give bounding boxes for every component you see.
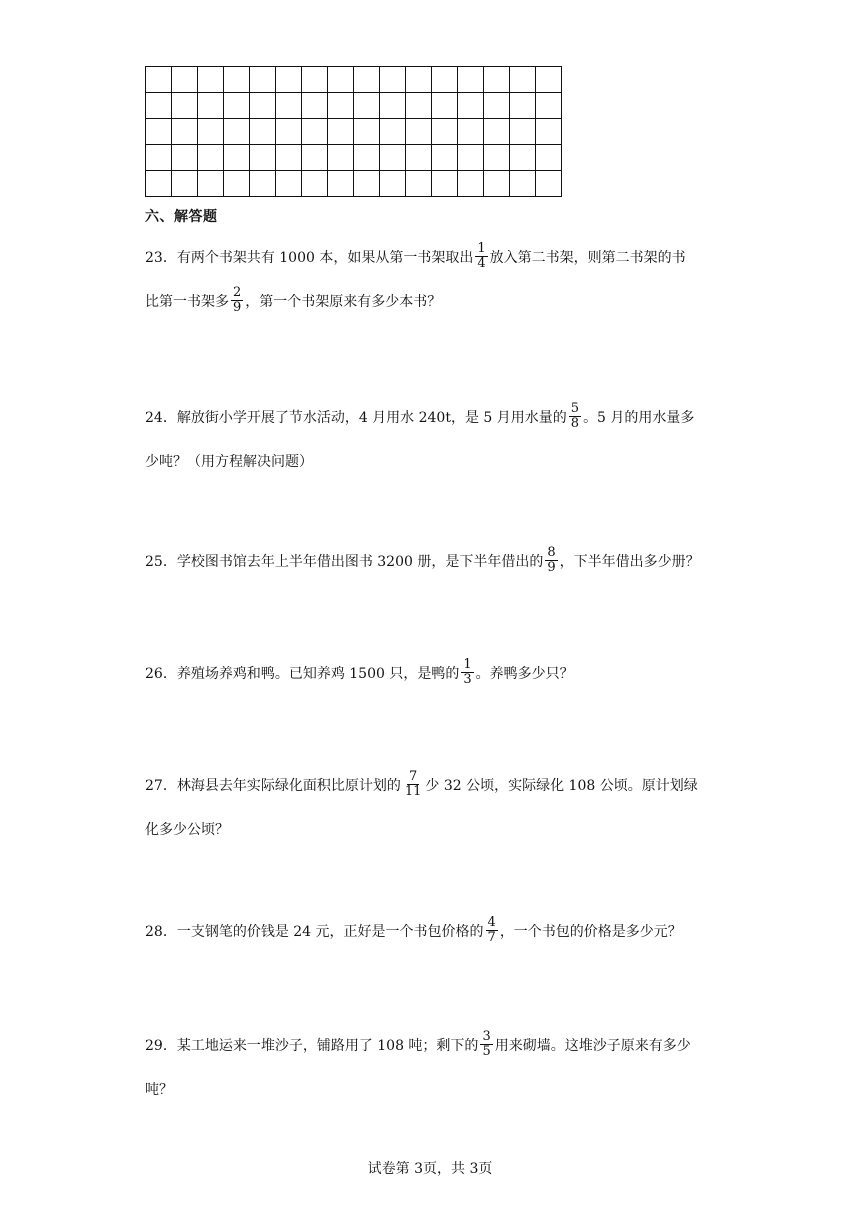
- grid-cell: [224, 93, 250, 119]
- grid-cell: [328, 93, 354, 119]
- grid-cell: [484, 93, 510, 119]
- question-text: 化多少公顷？: [145, 822, 229, 838]
- grid-cell: [458, 171, 484, 197]
- grid-cell: [172, 145, 198, 171]
- grid-cell: [302, 93, 328, 119]
- fraction: $\frac{1}{4}$: [477, 240, 486, 271]
- grid-row: [146, 171, 562, 197]
- fraction: $\frac{8}{9}$: [547, 544, 556, 575]
- grid-cell: [276, 67, 302, 93]
- grid-cell: [406, 145, 432, 171]
- grid-cell: [536, 67, 562, 93]
- question-27: [145, 764, 725, 852]
- grid-cell: [302, 171, 328, 197]
- grid-cell: [146, 93, 172, 119]
- fraction: $\frac{1}{3}$: [463, 656, 472, 687]
- grid-cell: [250, 93, 276, 119]
- grid-cell: [484, 145, 510, 171]
- grid-cell: [276, 171, 302, 197]
- grid-row: [146, 145, 562, 171]
- grid-cell: [224, 119, 250, 145]
- grid-cell: [354, 119, 380, 145]
- grid-cell: [276, 93, 302, 119]
- grid-cell: [328, 119, 354, 145]
- grid-cell: [458, 67, 484, 93]
- grid-cell: [406, 67, 432, 93]
- grid-cell: [198, 67, 224, 93]
- page-footer: 试卷第 3页，共 3页: [367, 1161, 493, 1177]
- grid-cell: [172, 119, 198, 145]
- grid-cell: [146, 119, 172, 145]
- question-text: 27．林海县去年实际绿化面积比原计划的: [145, 778, 401, 794]
- question-29: [145, 1024, 725, 1112]
- question-text: ，一个书包的价格是多少元？: [499, 924, 682, 940]
- grid-cell: [172, 67, 198, 93]
- question-text: ，第一个书架原来有多少本书？: [245, 294, 442, 310]
- fraction: $\frac{5}{8}$: [570, 400, 580, 431]
- grid-cell: [536, 119, 562, 145]
- section-title: 六、解答题: [145, 209, 218, 225]
- question-23: [145, 236, 725, 324]
- grid-cell: [380, 171, 406, 197]
- grid-cell: [510, 171, 536, 197]
- grid-cell: [224, 67, 250, 93]
- question-text: 25．学校图书馆去年上半年借出图书 3200 册，是下半年借出的: [145, 554, 544, 570]
- grid-cell: [198, 93, 224, 119]
- question-28: [145, 910, 725, 954]
- question-text: 29．某工地运来一堆沙子，铺路用了 108 吨；剩下的: [145, 1038, 479, 1054]
- question-text: 放入第二书架，则第二书架的书: [489, 250, 686, 266]
- question-26: [145, 652, 725, 696]
- question-text: 用来砌墙。这堆沙子原来有多少: [494, 1038, 691, 1054]
- fraction: $\frac{4}{7}$: [487, 914, 496, 945]
- grid-cell: [458, 119, 484, 145]
- fraction: $\frac{7}{11}$: [404, 768, 422, 799]
- grid-cell: [302, 145, 328, 171]
- grid-cell: [510, 119, 536, 145]
- grid-cell: [198, 171, 224, 197]
- grid-cell: [380, 119, 406, 145]
- grid-cell: [510, 93, 536, 119]
- grid-cell: [146, 171, 172, 197]
- grid-cell: [354, 67, 380, 93]
- grid-cell: [432, 119, 458, 145]
- grid-cell: [406, 93, 432, 119]
- grid-cell: [354, 145, 380, 171]
- grid-cell: [172, 171, 198, 197]
- writing-grid: [145, 66, 562, 197]
- question-text: 少 32 公顷，实际绿化 108 公顷。原计划绿: [425, 778, 698, 794]
- question-text: 26．养殖场养鸡和鸭。已知养鸡 1500 只，是鸭的: [145, 666, 460, 682]
- grid-cell: [302, 67, 328, 93]
- grid-cell: [354, 93, 380, 119]
- question-text: 比第一书架多: [145, 294, 229, 310]
- grid-cell: [328, 145, 354, 171]
- grid-cell: [380, 145, 406, 171]
- question-25: [145, 540, 725, 584]
- grid-cell: [224, 171, 250, 197]
- grid-cell: [536, 93, 562, 119]
- question-text: 少吨？（用方程解决问题）: [145, 454, 313, 470]
- grid-cell: [380, 93, 406, 119]
- grid-row: [146, 119, 562, 145]
- grid-cell: [484, 67, 510, 93]
- grid-cell: [198, 119, 224, 145]
- grid-cell: [146, 67, 172, 93]
- question-text: ，下半年借出多少册？: [559, 554, 700, 570]
- question-text: 吨？: [145, 1082, 173, 1098]
- grid-cell: [484, 119, 510, 145]
- grid-cell: [406, 171, 432, 197]
- grid-cell: [536, 171, 562, 197]
- grid-cell: [250, 67, 276, 93]
- question-text: 。养鸭多少只？: [475, 666, 574, 682]
- grid-cell: [432, 67, 458, 93]
- question-text: 28．一支钢笔的价钱是 24 元，正好是一个书包价格的: [145, 924, 484, 940]
- fraction: $\frac{3}{5}$: [482, 1028, 491, 1059]
- grid-cell: [250, 119, 276, 145]
- grid-cell: [536, 145, 562, 171]
- grid-cell: [328, 171, 354, 197]
- grid-cell: [224, 145, 250, 171]
- grid-cell: [458, 93, 484, 119]
- question-text: 24．解放街小学开展了节水活动，4 月用水 240t，是 5 月用水量的: [145, 410, 567, 426]
- grid-cell: [484, 171, 510, 197]
- question-text: 。5 月的用水量多: [583, 410, 695, 426]
- grid-cell: [198, 145, 224, 171]
- grid-cell: [146, 145, 172, 171]
- grid-cell: [458, 145, 484, 171]
- grid-cell: [354, 171, 380, 197]
- grid-row: [146, 67, 562, 93]
- grid-cell: [302, 119, 328, 145]
- question-24: [145, 396, 725, 484]
- grid-cell: [432, 145, 458, 171]
- grid-cell: [432, 171, 458, 197]
- grid-cell: [510, 145, 536, 171]
- grid-cell: [172, 93, 198, 119]
- grid-cell: [250, 145, 276, 171]
- grid-cell: [380, 67, 406, 93]
- grid-cell: [406, 119, 432, 145]
- grid-cell: [276, 145, 302, 171]
- grid-cell: [510, 67, 536, 93]
- fraction: $\frac{2}{9}$: [233, 284, 242, 315]
- grid-cell: [276, 119, 302, 145]
- grid-cell: [328, 67, 354, 93]
- grid-cell: [432, 93, 458, 119]
- grid-row: [146, 93, 562, 119]
- grid-cell: [250, 171, 276, 197]
- question-text: 23．有两个书架共有 1000 本，如果从第一书架取出: [145, 250, 474, 266]
